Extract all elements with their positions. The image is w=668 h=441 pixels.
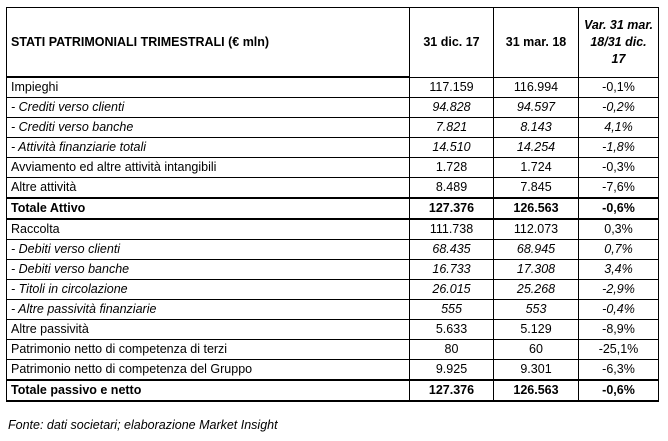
value-variation: -0,6% [579, 198, 659, 219]
row-label: Raccolta [7, 219, 410, 240]
value-dic17: 94.828 [410, 98, 494, 118]
header-label: STATI PATRIMONIALI TRIMESTRALI (€ mln) [7, 8, 410, 78]
value-dic17: 16.733 [410, 260, 494, 280]
value-variation: -8,9% [579, 320, 659, 340]
value-variation: -0,1% [579, 77, 659, 98]
value-mar18: 112.073 [494, 219, 579, 240]
value-mar18: 68.945 [494, 240, 579, 260]
value-mar18: 126.563 [494, 198, 579, 219]
total-assets-row [7, 198, 659, 219]
value-variation: -0,4% [579, 300, 659, 320]
value-mar18: 14.254 [494, 138, 579, 158]
value-dic17: 68.435 [410, 240, 494, 260]
value-mar18: 5.129 [494, 320, 579, 340]
row-label: Altre passività [7, 320, 410, 340]
table-row [7, 280, 659, 300]
value-dic17: 111.738 [410, 219, 494, 240]
value-variation: 4,1% [579, 118, 659, 138]
value-mar18: 25.268 [494, 280, 579, 300]
row-label: - Debiti verso banche [7, 260, 410, 280]
value-mar18: 1.724 [494, 158, 579, 178]
value-variation: 0,3% [579, 219, 659, 240]
value-variation: -6,3% [579, 360, 659, 381]
row-label: - Crediti verso banche [7, 118, 410, 138]
row-label: - Debiti verso clienti [7, 240, 410, 260]
header-variation: Var. 31 mar. 18/31 dic. 17 [579, 8, 659, 78]
row-label: Totale passivo e netto [7, 380, 410, 401]
value-variation: -0,3% [579, 158, 659, 178]
table-row [7, 340, 659, 360]
value-mar18: 553 [494, 300, 579, 320]
total-liabilities-row [7, 380, 659, 401]
table-row [7, 118, 659, 138]
value-dic17: 9.925 [410, 360, 494, 381]
table-row [7, 77, 659, 98]
value-dic17: 8.489 [410, 178, 494, 199]
table-row [7, 360, 659, 381]
row-label: Avviamento ed altre attività intangibili [7, 158, 410, 178]
value-mar18: 8.143 [494, 118, 579, 138]
row-label: Altre attività [7, 178, 410, 199]
row-label: - Titoli in circolazione [7, 280, 410, 300]
value-dic17: 7.821 [410, 118, 494, 138]
value-mar18: 94.597 [494, 98, 579, 118]
value-dic17: 14.510 [410, 138, 494, 158]
table-row [7, 178, 659, 199]
table-header-row [7, 8, 659, 78]
source-note: Fonte: dati societari; elaborazione Market Insight [8, 418, 278, 432]
value-dic17: 1.728 [410, 158, 494, 178]
value-dic17: 80 [410, 340, 494, 360]
value-variation: -2,9% [579, 280, 659, 300]
row-label: - Crediti verso clienti [7, 98, 410, 118]
header-dic17: 31 dic. 17 [410, 8, 494, 78]
row-label: - Attività finanziarie totali [7, 138, 410, 158]
value-mar18: 17.308 [494, 260, 579, 280]
table-row [7, 260, 659, 280]
value-variation: -25,1% [579, 340, 659, 360]
value-variation: -7,6% [579, 178, 659, 199]
row-label: - Altre passività finanziarie [7, 300, 410, 320]
value-mar18: 116.994 [494, 77, 579, 98]
value-variation: -0,2% [579, 98, 659, 118]
balance-sheet-container [6, 7, 658, 402]
value-variation: -0,6% [579, 380, 659, 401]
value-dic17: 5.633 [410, 320, 494, 340]
row-label: Patrimonio netto di competenza di terzi [7, 340, 410, 360]
header-mar18: 31 mar. 18 [494, 8, 579, 78]
value-dic17: 26.015 [410, 280, 494, 300]
value-mar18: 9.301 [494, 360, 579, 381]
table-row [7, 300, 659, 320]
value-mar18: 60 [494, 340, 579, 360]
row-label: Impieghi [7, 77, 410, 98]
table-row [7, 240, 659, 260]
value-mar18: 126.563 [494, 380, 579, 401]
value-dic17: 117.159 [410, 77, 494, 98]
table-row [7, 138, 659, 158]
value-mar18: 7.845 [494, 178, 579, 199]
row-label: Totale Attivo [7, 198, 410, 219]
balance-sheet-table [6, 7, 659, 402]
value-dic17: 127.376 [410, 380, 494, 401]
row-label: Patrimonio netto di competenza del Gruppo [7, 360, 410, 381]
value-variation: -1,8% [579, 138, 659, 158]
value-dic17: 555 [410, 300, 494, 320]
value-dic17: 127.376 [410, 198, 494, 219]
table-row [7, 219, 659, 240]
table-row [7, 320, 659, 340]
value-variation: 0,7% [579, 240, 659, 260]
table-row [7, 158, 659, 178]
table-row [7, 98, 659, 118]
value-variation: 3,4% [579, 260, 659, 280]
